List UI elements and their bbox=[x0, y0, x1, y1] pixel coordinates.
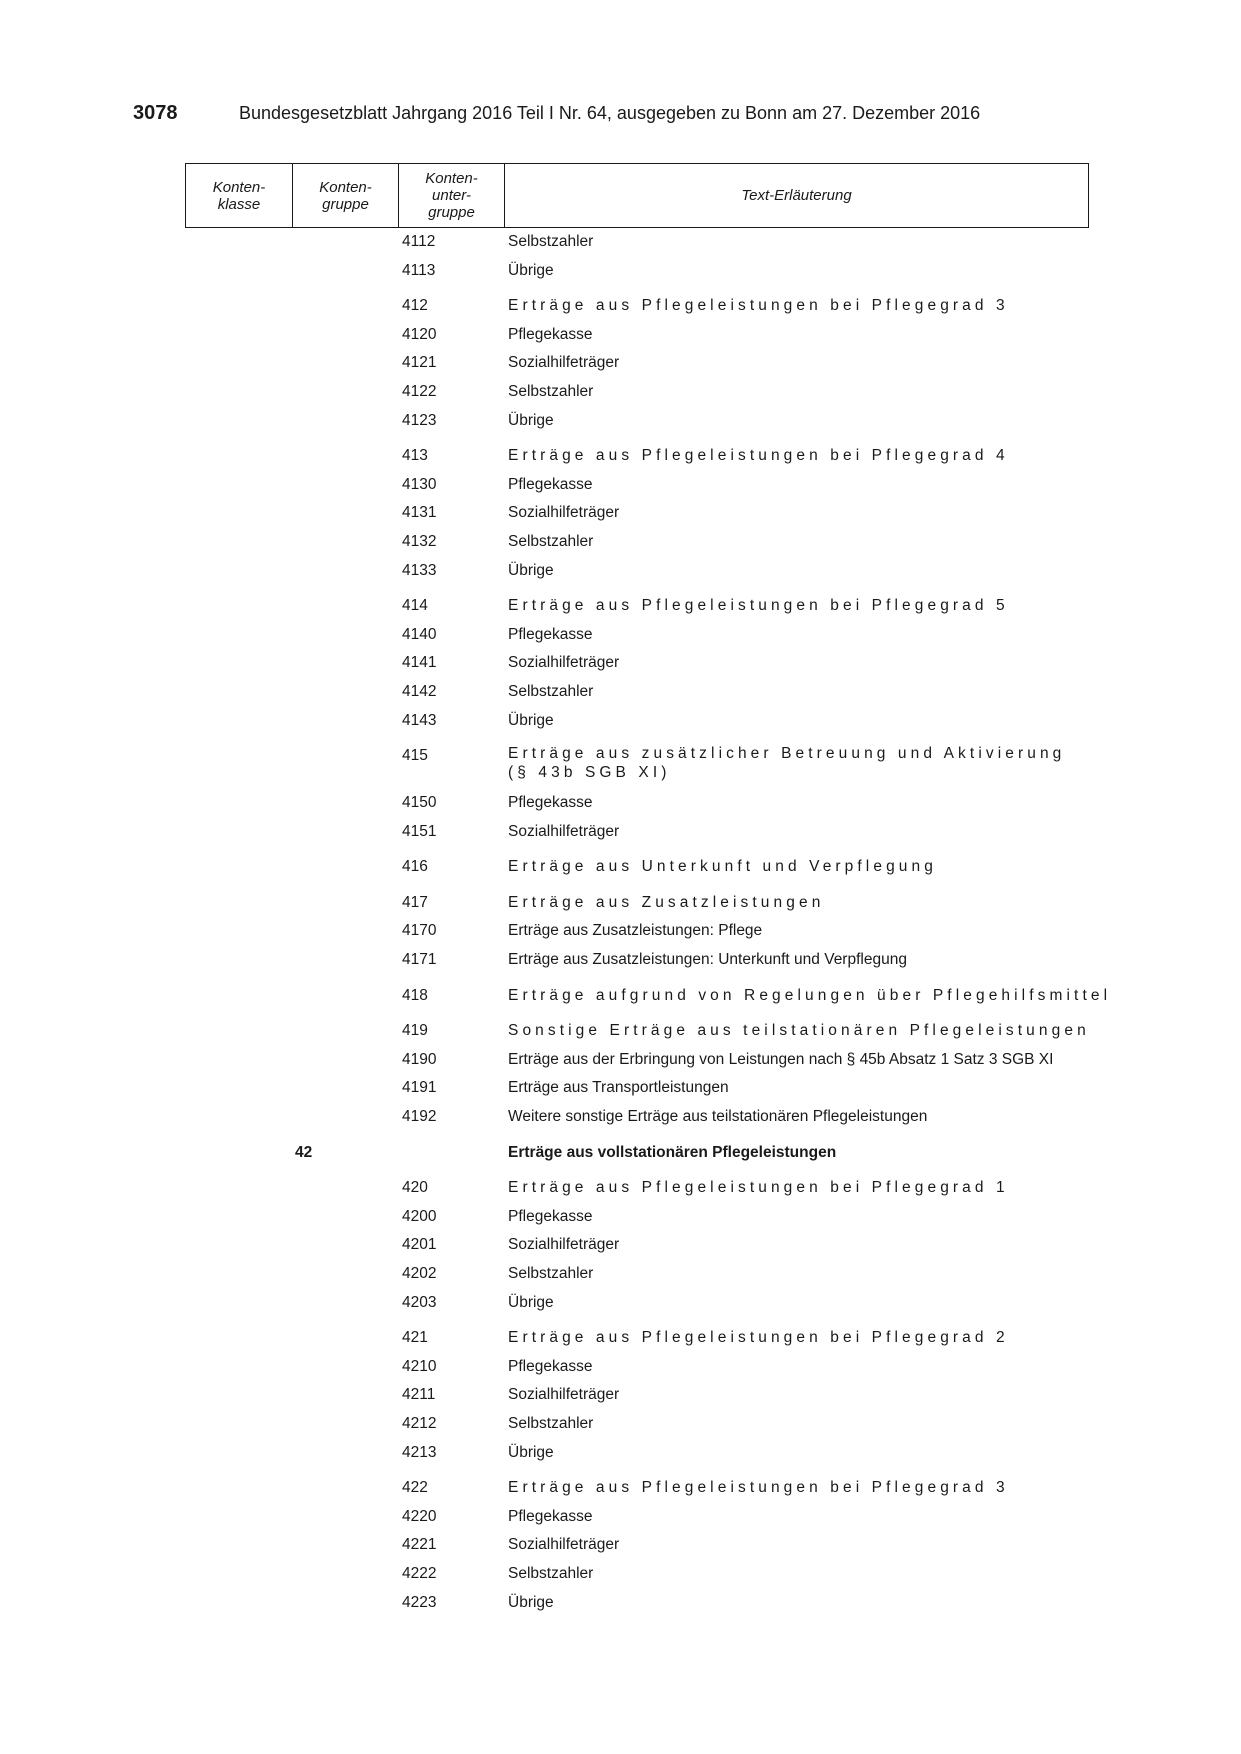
account-text: Erträge aus Pflegeleistungen bei Pflegegrad 3 bbox=[508, 1479, 1009, 1497]
account-text: Erträge aus zusätzlicher Betreuung und Aktivierung (§ 43b SGB XI) bbox=[508, 745, 1066, 782]
table-row bbox=[185, 818, 1089, 847]
account-code: 4122 bbox=[402, 382, 437, 400]
table-row bbox=[185, 592, 1089, 621]
table-row bbox=[185, 499, 1089, 528]
table-row bbox=[185, 407, 1089, 436]
account-text: Selbstzahler bbox=[508, 382, 594, 400]
account-code: 4203 bbox=[402, 1293, 437, 1311]
account-text: Sozialhilfeträger bbox=[508, 1236, 620, 1254]
account-text: Übrige bbox=[508, 1443, 554, 1461]
column-header-kontengruppe: Konten- gruppe bbox=[293, 164, 399, 227]
table-header bbox=[185, 163, 1089, 228]
table-row bbox=[185, 1046, 1089, 1075]
table-row bbox=[185, 1503, 1089, 1532]
account-text: Pflegekasse bbox=[508, 1357, 593, 1375]
account-text: Sozialhilfeträger bbox=[508, 504, 620, 522]
table-row-group bbox=[185, 1139, 1089, 1168]
table-row bbox=[185, 707, 1089, 736]
table-row bbox=[185, 1231, 1089, 1260]
page-heading: Bundesgesetzblatt Jahrgang 2016 Teil I Nr. 64, ausgegeben zu Bonn am 27. Dezember 2016 bbox=[239, 103, 981, 123]
account-text: Sozialhilfeträger bbox=[508, 1386, 620, 1404]
account-code: 419 bbox=[402, 1022, 428, 1040]
account-code: 414 bbox=[402, 597, 428, 615]
account-code: 413 bbox=[402, 447, 428, 465]
table-row bbox=[185, 1531, 1089, 1560]
account-code: 4133 bbox=[402, 561, 437, 579]
account-text: Erträge aus Zusatzleistungen bbox=[508, 893, 825, 911]
table-row bbox=[185, 1474, 1089, 1503]
account-text: Erträge aus Pflegeleistungen bei Pflegegrad 4 bbox=[508, 447, 1009, 465]
account-code: 4151 bbox=[402, 822, 437, 840]
account-text: Selbstzahler bbox=[508, 1414, 594, 1432]
account-code: 4131 bbox=[402, 504, 437, 522]
table-row bbox=[185, 1074, 1089, 1103]
account-text: Pflegekasse bbox=[508, 794, 593, 812]
account-code: 4223 bbox=[402, 1593, 437, 1611]
account-text: Übrige bbox=[508, 1593, 554, 1611]
table-row bbox=[185, 557, 1089, 586]
table-row bbox=[185, 1203, 1089, 1232]
account-code: 4190 bbox=[402, 1050, 437, 1068]
column-header-kontenklasse: Konten- klasse bbox=[186, 164, 293, 227]
account-text: Erträge aus Unterkunft und Verpflegung bbox=[508, 858, 937, 876]
account-code: 4150 bbox=[402, 794, 437, 812]
page-header bbox=[133, 100, 1093, 126]
table-row bbox=[185, 1324, 1089, 1353]
column-header-kontenuntergruppe: Konten- unter- gruppe bbox=[399, 164, 505, 227]
account-code: 4220 bbox=[402, 1507, 437, 1525]
account-text: Erträge aus Transportleistungen bbox=[508, 1079, 729, 1097]
account-text: Erträge aus der Erbringung von Leistungen nach § 45b Absatz 1 Satz 3 SGB XI bbox=[508, 1050, 1054, 1068]
table-row bbox=[185, 889, 1089, 918]
account-text: Übrige bbox=[508, 1293, 554, 1311]
account-code: 4211 bbox=[402, 1386, 436, 1404]
account-text: Übrige bbox=[508, 261, 554, 279]
table-row bbox=[185, 946, 1089, 975]
account-group-code: 42 bbox=[295, 1143, 313, 1161]
account-text: Sozialhilfeträger bbox=[508, 654, 620, 672]
table-row bbox=[185, 1017, 1089, 1046]
table-row bbox=[185, 1289, 1089, 1318]
account-text: Erträge aus Zusatzleistungen: Unterkunft und Verpflegung bbox=[508, 951, 907, 969]
table-row bbox=[185, 853, 1089, 882]
account-code: 4123 bbox=[402, 411, 437, 429]
account-code: 4221 bbox=[402, 1536, 437, 1554]
account-code: 4121 bbox=[402, 354, 437, 372]
table-row bbox=[185, 442, 1089, 471]
table-row bbox=[185, 228, 1089, 257]
table-row bbox=[185, 471, 1089, 500]
table-row bbox=[185, 1410, 1089, 1439]
table-row bbox=[185, 621, 1089, 650]
table-row bbox=[185, 1353, 1089, 1382]
account-code: 4130 bbox=[402, 475, 437, 493]
table-row bbox=[185, 528, 1089, 557]
table-row bbox=[185, 378, 1089, 407]
account-text: Selbstzahler bbox=[508, 682, 594, 700]
account-text: Selbstzahler bbox=[508, 1265, 594, 1282]
account-code: 4141 bbox=[402, 654, 437, 672]
account-text: Pflegekasse bbox=[508, 1507, 593, 1525]
column-header-text: Text-Erläuterung bbox=[741, 187, 852, 204]
account-code: 418 bbox=[402, 986, 428, 1004]
account-text: Sonstige Erträge aus teilstationären Pflegeleistungen bbox=[508, 1022, 1090, 1040]
table-row bbox=[185, 917, 1089, 946]
table-row bbox=[185, 1381, 1089, 1410]
account-text: Pflegekasse bbox=[508, 475, 593, 493]
table-row bbox=[185, 1439, 1089, 1468]
account-text: Pflegekasse bbox=[508, 1207, 593, 1225]
account-code: 4210 bbox=[402, 1357, 437, 1375]
table-row bbox=[185, 982, 1112, 1011]
table-row bbox=[185, 678, 1089, 707]
page-number: 3078 bbox=[133, 102, 178, 124]
table-row bbox=[185, 257, 1089, 286]
account-code: 4140 bbox=[402, 625, 437, 643]
account-code: 4132 bbox=[402, 532, 437, 550]
account-text: Übrige bbox=[508, 411, 554, 429]
table-row bbox=[185, 1560, 1089, 1589]
account-code: 412 bbox=[402, 297, 428, 315]
account-code: 420 bbox=[402, 1179, 428, 1197]
account-text: Weitere sonstige Erträge aus teilstationären Pflegeleistungen bbox=[508, 1108, 928, 1126]
account-code: 4200 bbox=[402, 1207, 437, 1225]
account-code: 4222 bbox=[402, 1564, 437, 1582]
account-text: Pflegekasse bbox=[508, 625, 593, 643]
account-code: 4170 bbox=[402, 922, 437, 940]
account-text: Sozialhilfeträger bbox=[508, 822, 620, 840]
account-text: Erträge aus Pflegeleistungen bei Pflegegrad 5 bbox=[508, 597, 1009, 615]
table-row bbox=[185, 349, 1089, 378]
account-text: Erträge aus Zusatzleistungen: Pflege bbox=[508, 922, 763, 940]
account-code: 4113 bbox=[402, 261, 436, 279]
account-text: Selbstzahler bbox=[508, 532, 594, 550]
account-code: 4202 bbox=[402, 1265, 437, 1282]
account-text: Erträge aus Pflegeleistungen bei Pflegegrad 2 bbox=[508, 1329, 1009, 1347]
account-text: Erträge aus Pflegeleistungen bei Pflegegrad 1 bbox=[508, 1179, 1009, 1197]
table-row bbox=[185, 292, 1089, 321]
account-code: 4201 bbox=[402, 1236, 437, 1254]
account-text: Selbstzahler bbox=[508, 233, 594, 250]
account-group-text: Erträge aus vollstationären Pflegeleistungen bbox=[508, 1143, 837, 1161]
account-code: 4120 bbox=[402, 325, 437, 343]
account-table-body bbox=[185, 228, 1112, 1617]
table-row bbox=[185, 1260, 1089, 1289]
account-code: 421 bbox=[402, 1329, 428, 1347]
account-text: Erträge aufgrund von Regelungen über Pflegehilfsmittel bbox=[508, 986, 1112, 1004]
account-code: 415 bbox=[402, 747, 428, 765]
account-text: Selbstzahler bbox=[508, 1564, 594, 1582]
account-code: 4191 bbox=[402, 1079, 437, 1097]
account-code: 4192 bbox=[402, 1108, 437, 1126]
account-code: 4143 bbox=[402, 711, 437, 729]
account-code: 416 bbox=[402, 858, 428, 876]
account-text: Sozialhilfeträger bbox=[508, 354, 620, 372]
account-code: 4213 bbox=[402, 1443, 437, 1461]
table-row bbox=[185, 321, 1089, 350]
account-code: 417 bbox=[402, 893, 428, 911]
account-text: Übrige bbox=[508, 561, 554, 579]
account-code: 4112 bbox=[402, 233, 436, 250]
account-text: Übrige bbox=[508, 711, 554, 729]
table-row bbox=[185, 1174, 1089, 1203]
table-row bbox=[185, 649, 1089, 678]
account-text: Sozialhilfeträger bbox=[508, 1536, 620, 1554]
table-row bbox=[185, 789, 1089, 818]
table-row bbox=[185, 1103, 1089, 1132]
account-code: 422 bbox=[402, 1479, 428, 1497]
account-text: Erträge aus Pflegeleistungen bei Pflegegrad 3 bbox=[508, 297, 1009, 315]
account-code: 4171 bbox=[402, 951, 437, 969]
table-row bbox=[185, 1589, 1089, 1618]
table-row bbox=[185, 742, 1089, 789]
account-code: 4142 bbox=[402, 682, 437, 700]
account-text: Pflegekasse bbox=[508, 325, 593, 343]
account-code: 4212 bbox=[402, 1414, 437, 1432]
